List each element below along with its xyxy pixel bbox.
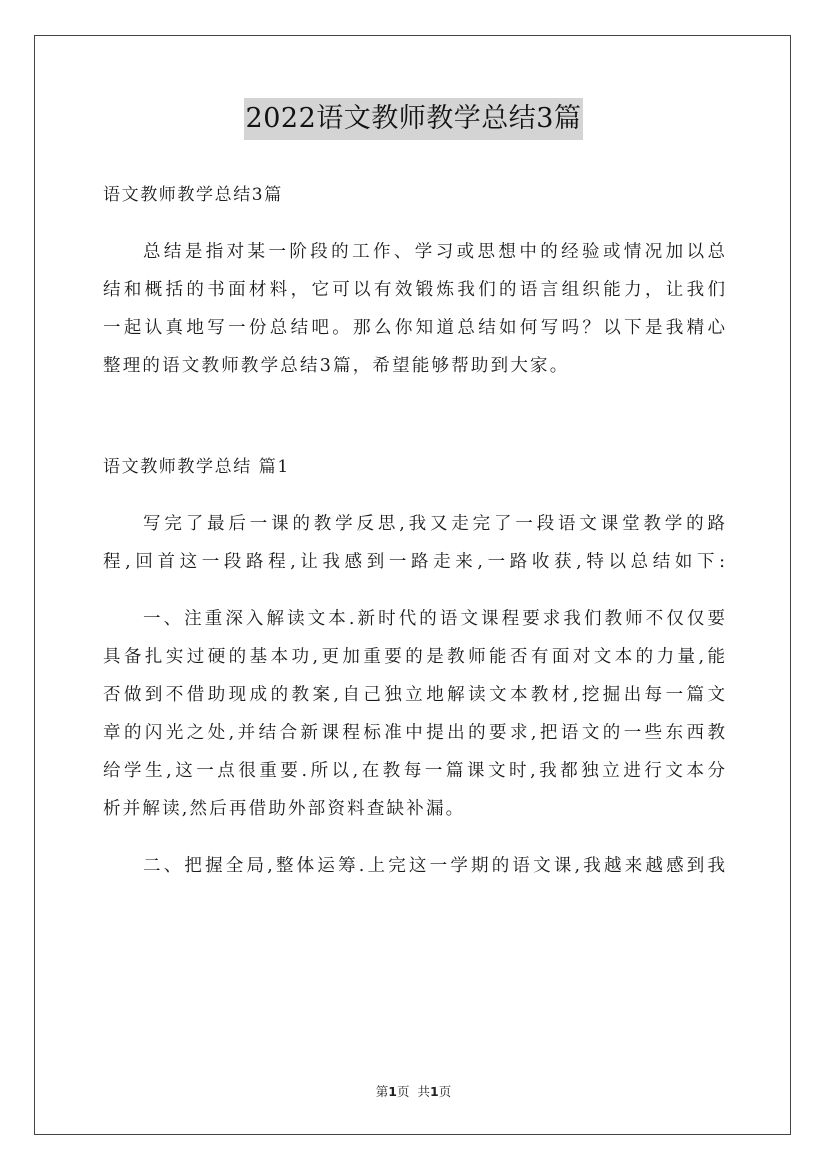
paragraph-line: 整理的语文教师教学总结3篇，希望能够帮助到大家。 [103, 356, 570, 376]
paragraph-line: 二、把握全局,整体运筹.上完这一学期的语文课,我越来越感到我 [143, 856, 725, 876]
intro-paragraph [103, 233, 725, 385]
paragraph-line: 程,回首这一段路程,让我感到一路走来,一路收获,特以总结如下: [103, 552, 725, 572]
footer-text: 共 [417, 1084, 430, 1099]
paragraph-line: 总结是指对某一阶段的工作、学习或思想中的经验或情况加以总 [143, 242, 725, 262]
section1-paragraph-1 [103, 505, 725, 581]
paragraph-line: 具备扎实过硬的基本功,更加重要的是教师能否有面对文本的力量,能 [103, 647, 725, 667]
section-heading: 语文教师教学总结 篇1 [103, 457, 290, 477]
paragraph-line: 章的闪光之处,并结合新课程标准中提出的要求,把语文的一些东西教 [103, 723, 725, 743]
section1-paragraph-2 [103, 600, 725, 828]
footer-text: 页 [397, 1084, 410, 1099]
paragraph-line: 一起认真地写一份总结吧。那么你知道总结如何写吗？以下是我精心 [103, 318, 725, 338]
page-number: 1 [388, 1084, 397, 1099]
page-footer [0, 1082, 827, 1100]
document-subtitle: 语文教师教学总结3篇 [103, 185, 283, 205]
paragraph-line: 一、注重深入解读文本.新时代的语文课程要求我们教师不仅仅要 [143, 609, 725, 629]
document-body [103, 176, 725, 885]
paragraph-line: 析并解读,然后再借助外部资料查缺补漏。 [103, 799, 466, 819]
section1-paragraph-3 [103, 847, 725, 885]
paragraph-line: 否做到不借助现成的教案,自己独立地解读文本教材,挖掘出每一篇文 [103, 685, 725, 705]
paragraph-line: 写完了最后一课的教学反思,我又走完了一段语文课堂教学的路 [143, 514, 725, 534]
paragraph-line: 结和概括的书面材料，它可以有效锻炼我们的语言组织能力，让我们 [103, 280, 725, 300]
paragraph-line: 给学生,这一点很重要.所以,在教每一篇课文时,我都独立进行文本分 [103, 761, 725, 781]
footer-text: 页 [438, 1084, 452, 1099]
title-area [0, 98, 827, 140]
footer-text: 第 [375, 1084, 389, 1099]
total-pages: 1 [429, 1084, 439, 1099]
document-title: 2022语文教师教学总结3篇 [244, 98, 584, 140]
